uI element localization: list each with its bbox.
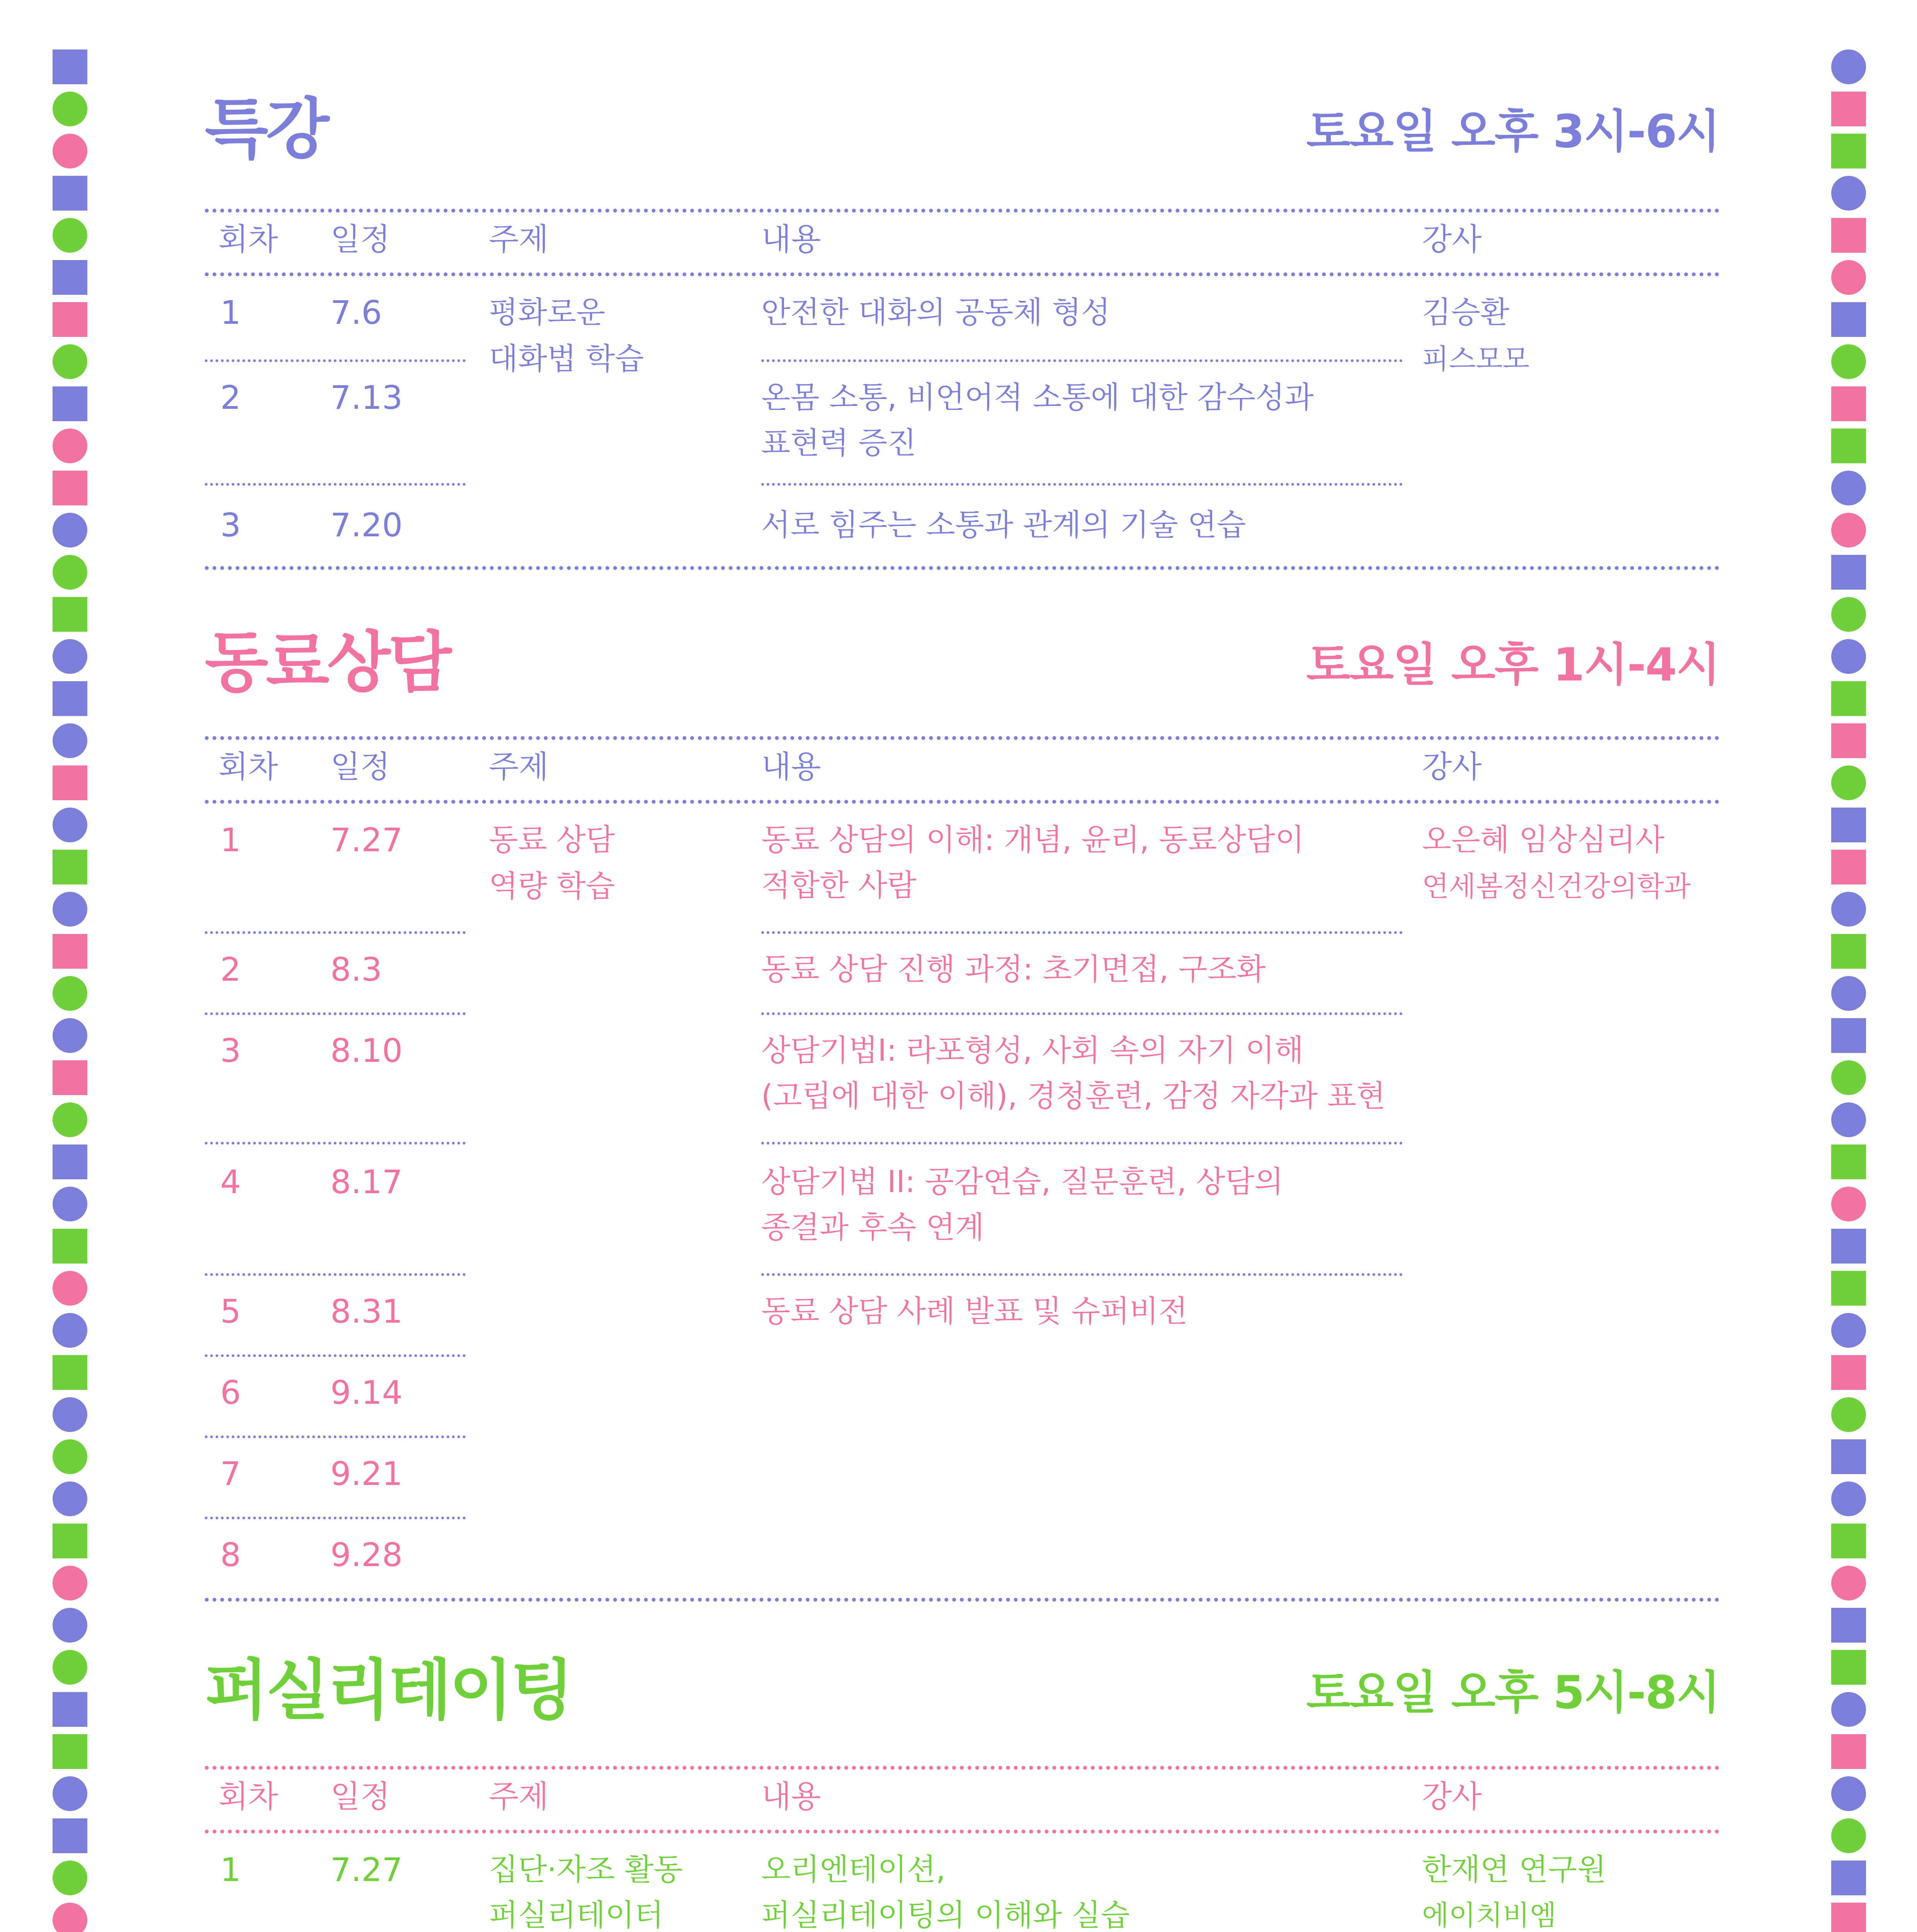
header-round: 회차	[218, 749, 278, 785]
header-instructor: 강사	[1422, 749, 1482, 785]
date-cell: 9.14	[330, 1374, 403, 1412]
instructor-name: 한재연 연구원	[1422, 1852, 1606, 1887]
square-decoration-icon	[53, 765, 87, 800]
circle-decoration-icon	[53, 555, 87, 590]
header-instructor: 강사	[1422, 221, 1482, 257]
date-cell: 8.17	[330, 1163, 403, 1201]
divider	[205, 566, 1720, 570]
instructor-org: 피스모모	[1422, 343, 1530, 375]
header-date: 일정	[330, 1779, 390, 1815]
row-divider	[205, 483, 466, 486]
row-divider	[761, 483, 1403, 486]
content-line: 서로 힘주는 소통과 관계의 기술 연습	[761, 508, 1246, 543]
square-decoration-icon	[1831, 934, 1866, 969]
content-line: 상담기법 II: 공감연습, 질문훈련, 상담의	[761, 1165, 1284, 1199]
square-decoration-icon	[1831, 1145, 1866, 1179]
circle-decoration-icon	[53, 1566, 87, 1600]
content-line: 오리엔테이션,	[761, 1852, 946, 1887]
header-instructor: 강사	[1422, 1779, 1482, 1815]
date-cell: 8.10	[330, 1032, 403, 1070]
header-round: 회차	[218, 1779, 278, 1815]
square-decoration-icon	[53, 49, 87, 84]
square-decoration-icon	[53, 681, 87, 716]
square-decoration-icon	[1831, 134, 1866, 168]
topic-line: 동료 상담	[489, 823, 615, 857]
circle-decoration-icon	[53, 1439, 87, 1474]
content-line: 온몸 소통, 비언어적 소통에 대한 감수성과	[761, 380, 1314, 415]
content-line: 동료 상담 사례 발표 및 슈퍼비전	[761, 1294, 1188, 1329]
divider	[205, 736, 1720, 740]
round-cell: 7	[220, 1455, 241, 1493]
circle-decoration-icon	[1831, 49, 1866, 84]
circle-decoration-icon	[1831, 176, 1866, 211]
circle-decoration-icon	[53, 892, 87, 927]
round-cell: 1	[220, 821, 241, 859]
divider	[205, 272, 1720, 276]
circle-decoration-icon	[53, 429, 87, 463]
topic-line: 퍼실리테이터	[489, 1898, 664, 1932]
date-cell: 7.27	[330, 1851, 403, 1889]
content-line: 동료 상담의 이해: 개념, 윤리, 동료상담이	[761, 823, 1305, 857]
square-decoration-icon	[53, 386, 87, 421]
square-decoration-icon	[1831, 1229, 1866, 1264]
square-decoration-icon	[1831, 850, 1866, 884]
row-divider	[761, 1142, 1403, 1145]
row-divider	[205, 1435, 466, 1438]
circle-decoration-icon	[53, 1481, 87, 1516]
header-topic: 주제	[489, 1779, 549, 1815]
topic-line: 대화법 학습	[489, 342, 644, 376]
row-divider	[761, 931, 1403, 934]
square-decoration-icon	[1831, 723, 1866, 758]
circle-decoration-icon	[1831, 1102, 1866, 1137]
instructor-org: 에이치비엠	[1422, 1899, 1556, 1932]
circle-decoration-icon	[1831, 892, 1866, 927]
square-decoration-icon	[1831, 681, 1866, 716]
row-divider	[761, 1273, 1403, 1276]
content-line: 표현력 증진	[761, 426, 917, 461]
round-cell: 4	[220, 1163, 241, 1201]
header-topic: 주제	[489, 749, 549, 785]
circle-decoration-icon	[1831, 513, 1866, 548]
square-decoration-icon	[1831, 808, 1866, 842]
circle-decoration-icon	[53, 1650, 87, 1685]
circle-decoration-icon	[1831, 639, 1866, 674]
circle-decoration-icon	[1831, 1566, 1866, 1600]
square-decoration-icon	[53, 176, 87, 211]
row-divider	[205, 931, 466, 934]
date-cell: 7.13	[330, 379, 403, 417]
section-time: 토요일 오후 3시-6시	[1306, 105, 1720, 158]
square-decoration-icon	[1831, 429, 1866, 463]
circle-decoration-icon	[53, 976, 87, 1011]
date-cell: 9.21	[330, 1455, 403, 1493]
round-cell: 1	[220, 1851, 241, 1889]
circle-decoration-icon	[1831, 597, 1866, 632]
circle-decoration-icon	[1831, 260, 1866, 295]
section-peer-counseling	[205, 626, 1720, 1619]
divider	[205, 1830, 1720, 1833]
instructor-org: 연세봄정신건강의학과	[1422, 870, 1691, 903]
square-decoration-icon	[1831, 1650, 1866, 1685]
round-cell: 2	[220, 951, 241, 988]
date-cell: 9.28	[330, 1536, 403, 1574]
circle-decoration-icon	[1831, 1818, 1866, 1853]
square-decoration-icon	[1831, 1355, 1866, 1390]
circle-decoration-icon	[53, 92, 87, 126]
date-cell: 8.31	[330, 1293, 403, 1330]
content-line: (고립에 대한 이해), 경청훈련, 감정 자각과 표현	[761, 1079, 1386, 1114]
section-time: 토요일 오후 1시-4시	[1306, 638, 1720, 691]
square-decoration-icon	[53, 1734, 87, 1769]
left-decoration-column	[53, 49, 87, 1932]
row-divider	[205, 1012, 466, 1015]
header-date: 일정	[330, 749, 390, 785]
circle-decoration-icon	[53, 1776, 87, 1811]
date-cell: 7.6	[330, 294, 382, 332]
right-decoration-column	[1831, 49, 1866, 1932]
square-decoration-icon	[53, 471, 87, 505]
square-decoration-icon	[53, 1060, 87, 1095]
square-decoration-icon	[1831, 555, 1866, 590]
row-divider	[205, 359, 466, 362]
circle-decoration-icon	[53, 1187, 87, 1221]
circle-decoration-icon	[53, 513, 87, 548]
circle-decoration-icon	[53, 218, 87, 253]
square-decoration-icon	[1831, 1439, 1866, 1474]
circle-decoration-icon	[1831, 1397, 1866, 1432]
content-line: 퍼실리테이팅의 이해와 실습	[761, 1898, 1130, 1932]
header-round: 회차	[218, 221, 278, 257]
square-decoration-icon	[53, 1818, 87, 1853]
square-decoration-icon	[1831, 386, 1866, 421]
topic-line: 역량 학습	[489, 869, 615, 904]
round-cell: 1	[220, 294, 241, 332]
circle-decoration-icon	[1831, 765, 1866, 800]
header-content: 내용	[761, 221, 821, 257]
square-decoration-icon	[1831, 1734, 1866, 1769]
content-line: 상담기법I: 라포형성, 사회 속의 자기 이해	[761, 1033, 1304, 1068]
square-decoration-icon	[1831, 92, 1866, 126]
square-decoration-icon	[53, 1229, 87, 1264]
row-divider	[205, 1273, 466, 1276]
circle-decoration-icon	[1831, 1481, 1866, 1516]
circle-decoration-icon	[53, 723, 87, 758]
square-decoration-icon	[1831, 1018, 1866, 1053]
date-cell: 7.20	[330, 506, 403, 544]
section-title: 동료상담	[205, 624, 449, 701]
square-decoration-icon	[1831, 218, 1866, 253]
row-divider	[205, 1354, 466, 1357]
square-decoration-icon	[1831, 1271, 1866, 1306]
row-divider	[761, 359, 1403, 362]
row-divider	[205, 1142, 466, 1145]
content-line: 종결과 후속 연계	[761, 1210, 985, 1245]
circle-decoration-icon	[53, 134, 87, 168]
circle-decoration-icon	[53, 1903, 87, 1932]
circle-decoration-icon	[53, 1397, 87, 1432]
square-decoration-icon	[53, 302, 87, 337]
divider	[205, 800, 1720, 804]
circle-decoration-icon	[1831, 471, 1866, 505]
section-facilitating	[205, 1654, 1720, 1932]
square-decoration-icon	[53, 1145, 87, 1179]
section-title: 퍼실리테이팅	[205, 1652, 572, 1729]
square-decoration-icon	[1831, 1903, 1866, 1932]
divider	[205, 1766, 1720, 1770]
circle-decoration-icon	[53, 639, 87, 674]
row-divider	[205, 1517, 466, 1519]
square-decoration-icon	[1831, 1861, 1866, 1895]
square-decoration-icon	[53, 934, 87, 969]
square-decoration-icon	[53, 260, 87, 295]
square-decoration-icon	[53, 597, 87, 632]
section-time: 토요일 오후 5시-8시	[1306, 1666, 1720, 1719]
content-line: 안전한 대화의 공동체 형성	[761, 295, 1111, 330]
header-topic: 주제	[489, 221, 549, 257]
square-decoration-icon	[53, 1524, 87, 1558]
circle-decoration-icon	[53, 344, 87, 379]
content-line: 적합한 사람	[761, 868, 917, 903]
round-cell: 2	[220, 379, 241, 417]
square-decoration-icon	[53, 1355, 87, 1390]
square-decoration-icon	[1831, 302, 1866, 337]
square-decoration-icon	[53, 1692, 87, 1727]
circle-decoration-icon	[1831, 1313, 1866, 1348]
circle-decoration-icon	[53, 1018, 87, 1053]
circle-decoration-icon	[1831, 344, 1866, 379]
header-content: 내용	[761, 1779, 821, 1815]
divider	[205, 209, 1720, 213]
circle-decoration-icon	[53, 1271, 87, 1306]
square-decoration-icon	[1831, 1524, 1866, 1558]
header-content: 내용	[761, 749, 821, 785]
date-cell: 7.27	[330, 821, 403, 859]
circle-decoration-icon	[1831, 1187, 1866, 1221]
round-cell: 3	[220, 1032, 241, 1070]
content-line: 동료 상담 진행 과정: 초기면접, 구조화	[761, 952, 1266, 987]
round-cell: 8	[220, 1536, 241, 1574]
section-title: 특강	[205, 91, 327, 168]
square-decoration-icon	[1831, 1608, 1866, 1643]
divider	[205, 1598, 1720, 1602]
topic-line: 집단·자조 활동	[489, 1852, 683, 1887]
circle-decoration-icon	[1831, 1692, 1866, 1727]
round-cell: 3	[220, 506, 241, 544]
circle-decoration-icon	[53, 808, 87, 842]
header-date: 일정	[330, 221, 390, 257]
circle-decoration-icon	[1831, 1060, 1866, 1095]
round-cell: 6	[220, 1374, 241, 1412]
circle-decoration-icon	[1831, 1776, 1866, 1811]
round-cell: 5	[220, 1293, 241, 1330]
circle-decoration-icon	[1831, 976, 1866, 1011]
instructor-name: 김승환	[1422, 295, 1510, 330]
square-decoration-icon	[53, 850, 87, 884]
date-cell: 8.3	[330, 951, 382, 988]
row-divider	[761, 1012, 1403, 1015]
circle-decoration-icon	[53, 1861, 87, 1895]
circle-decoration-icon	[53, 1608, 87, 1643]
instructor-name: 오은혜 임상심리사	[1422, 823, 1665, 857]
section-special-lecture	[205, 93, 1720, 572]
topic-line: 평화로운	[489, 295, 606, 330]
circle-decoration-icon	[53, 1102, 87, 1137]
circle-decoration-icon	[53, 1313, 87, 1348]
